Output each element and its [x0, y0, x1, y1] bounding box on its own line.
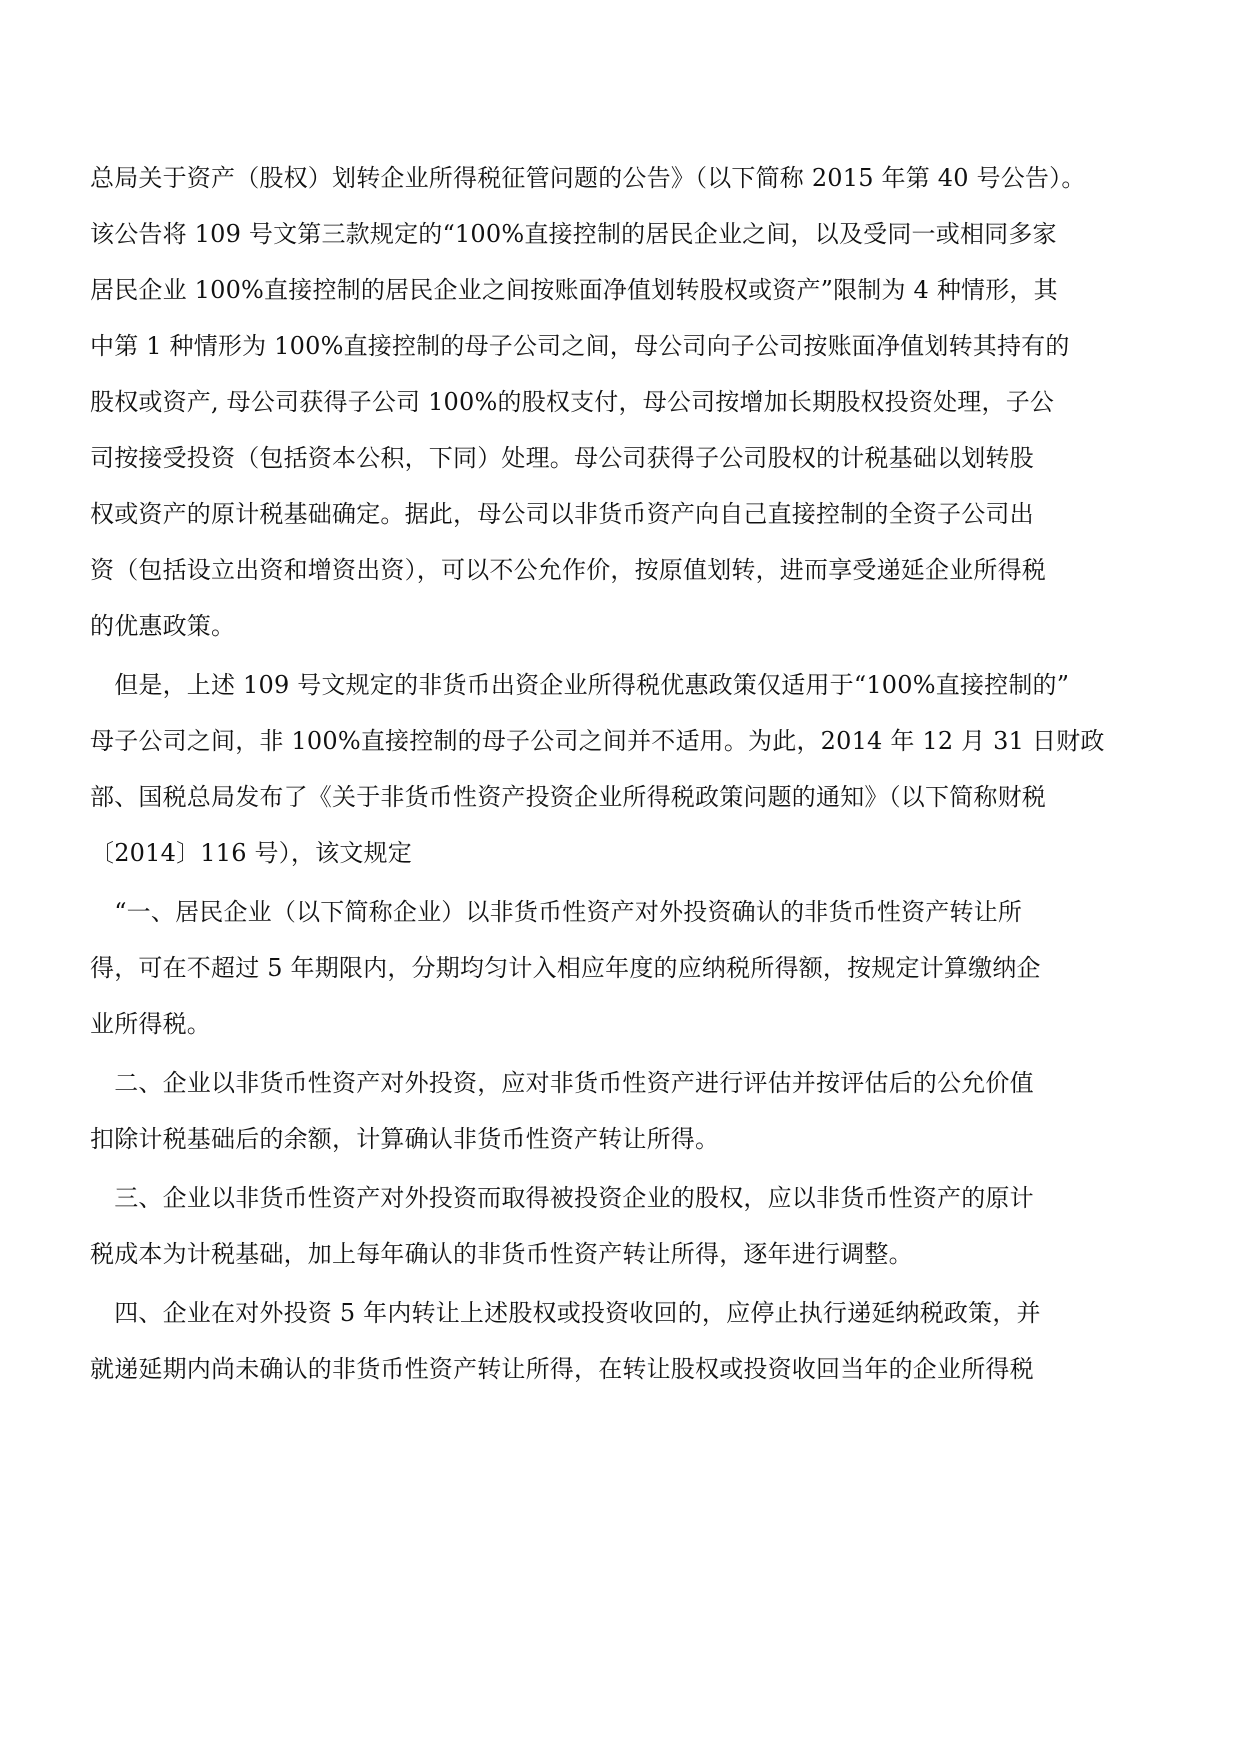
text-line: 股权或资产, 母公司获得子公司 100%的股权支付，母公司按增加长期股权投资处理，子公 — [90, 388, 1055, 416]
text-line: 的优惠政策。 — [90, 612, 236, 640]
text-line: 中第 1 种情形为 100%直接控制的母子公司之间，母公司向子公司按账面净值划转其持有的 — [90, 332, 1070, 360]
text-line: 母子公司之间，非 100%直接控制的母子公司之间并不适用。为此，2014 年 12 月 31 日财政 — [90, 727, 1105, 755]
document-body — [90, 150, 1152, 1397]
text-line: 三、企业以非货币性资产对外投资而取得被投资企业的股权，应以非货币性资产的原计 — [90, 1184, 1034, 1212]
text-line: 四、企业在对外投资 5 年内转让上述股权或投资收回的，应停止执行递延纳税政策，并 — [90, 1299, 1041, 1327]
text-line: “一、居民企业（以下简称企业）以非货币性资产对外投资确认的非货币性资产转让所 — [90, 898, 1023, 926]
text-line: 税成本为计税基础，加上每年确认的非货币性资产转让所得，逐年进行调整。 — [90, 1240, 913, 1268]
text-line: 该公告将 109 号文第三款规定的“100%直接控制的居民企业之间，以及受同一或相同多家 — [90, 220, 1057, 248]
text-line: 居民企业 100%直接控制的居民企业之间按账面净值划转股权或资产”限制为 4 种情形，其 — [90, 276, 1058, 304]
text-line: 二、企业以非货币性资产对外投资，应对非货币性资产进行评估并按评估后的公允价值 — [90, 1069, 1034, 1097]
text-line: 就递延期内尚未确认的非货币性资产转让所得，在转让股权或投资收回当年的企业所得税 — [90, 1355, 1034, 1383]
text-line: 权或资产的原计税基础确定。据此，母公司以非货币资产向自己直接控制的全资子公司出 — [90, 500, 1034, 528]
text-line: 司按接受投资（包括资本公积，下同）处理。母公司获得子公司股权的计税基础以划转股 — [90, 444, 1034, 472]
text-line: 〔2014〕116 号），该文规定 — [90, 839, 412, 867]
text-line: 业所得税。 — [90, 1010, 211, 1038]
text-line: 资（包括设立出资和增资出资），可以不公允作价，按原值划转，进而享受递延企业所得税 — [90, 556, 1046, 584]
text-line: 部、国税总局发布了《关于非货币性资产投资企业所得税政策问题的通知》（以下简称财税 — [90, 783, 1046, 811]
text-line: 但是，上述 109 号文规定的非货币出资企业所得税优惠政策仅适用于“100%直接控制的” — [90, 671, 1070, 699]
text-line: 扣除计税基础后的余额，计算确认非货币性资产转让所得。 — [90, 1125, 720, 1153]
text-line: 总局关于资产（股权）划转企业所得税征管问题的公告》（以下简称 2015 年第 40 号公告）。 — [90, 164, 1086, 192]
text-line: 得，可在不超过 5 年期限内，分期均匀计入相应年度的应纳税所得额，按规定计算缴纳企 — [90, 954, 1041, 982]
